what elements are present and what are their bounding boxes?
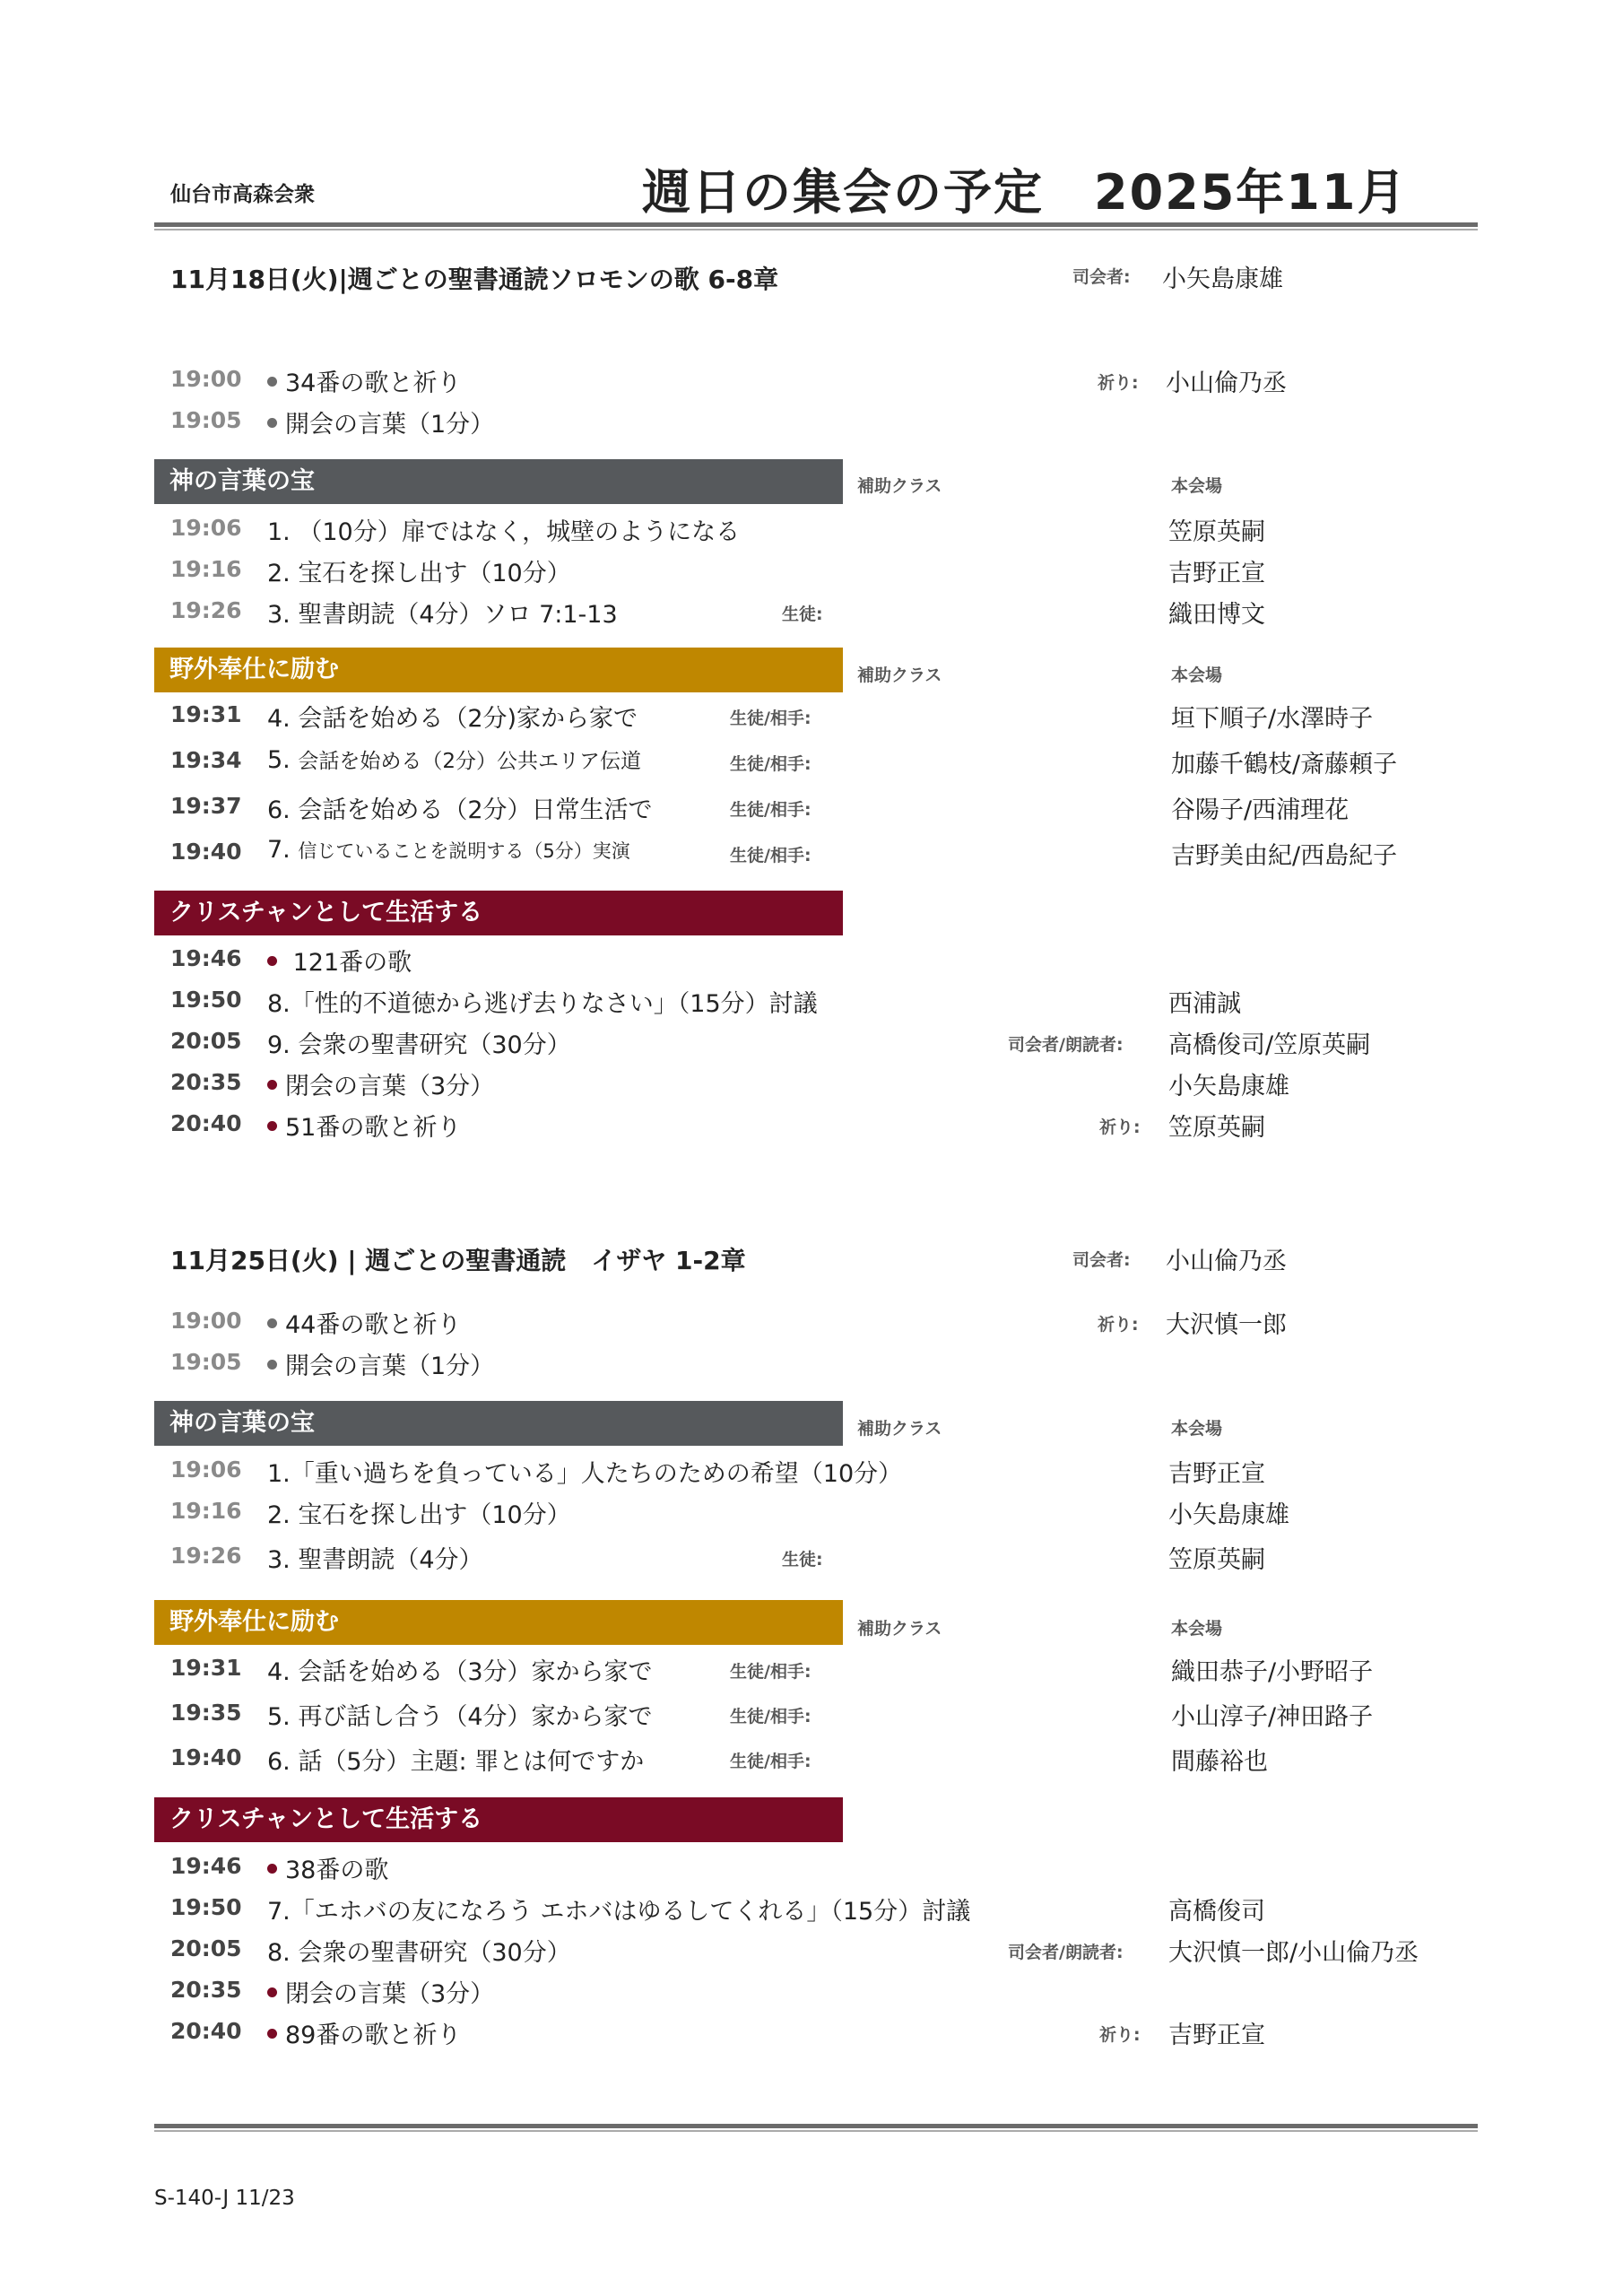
time: 20:40	[170, 1110, 242, 1136]
assignee: 吉野正宣	[1168, 1460, 1265, 1488]
time: 19:05	[170, 407, 242, 433]
section-header-treasures: 神の言葉の宝	[154, 1401, 843, 1446]
section-header-ministry: 野外奉仕に励む	[154, 648, 843, 692]
assignee: 大沢慎一郎	[1166, 1311, 1287, 1339]
program-item: 121番の歌	[267, 943, 412, 978]
aux-class-label: 補助クラス	[857, 665, 942, 685]
header-rule-thin	[154, 229, 1478, 230]
page-title: 週日の集会の予定 2025年11月	[642, 164, 1408, 221]
assignee: 吉野正宣	[1168, 2022, 1265, 2049]
time: 20:05	[170, 1935, 242, 1961]
program-item: 7.「エホバの友になろう エホバはゆるしてくれる」（15分）討議	[267, 1898, 971, 1926]
program-item: 閉会の言葉（3分）	[267, 1066, 494, 1101]
prayer-label: 祈り:	[1098, 1315, 1139, 1335]
program-item: 51番の歌と祈り	[267, 1108, 461, 1143]
assignee: 吉野正宣	[1168, 560, 1265, 587]
program-item: 38番の歌	[267, 1850, 388, 1885]
congregation-name: 仙台市高森会衆	[170, 183, 315, 206]
section-header-treasures: 神の言葉の宝	[154, 459, 843, 504]
time: 19:31	[170, 1655, 242, 1681]
assignee: 高橋俊司	[1168, 1898, 1265, 1926]
time: 19:40	[170, 839, 242, 865]
time: 19:50	[170, 987, 242, 1013]
section-header-living: クリスチャンとして生活する	[154, 891, 843, 935]
form-code: S-140-J 11/23	[154, 2187, 295, 2210]
prayer-label: 祈り:	[1099, 2025, 1141, 2045]
time: 19:50	[170, 1894, 242, 1920]
section-header-living: クリスチャンとして生活する	[154, 1797, 843, 1842]
program-item: 6. 会話を始める（2分）日常生活で	[267, 796, 653, 824]
program-item: 3. 聖書朗読（4分）	[267, 1546, 483, 1574]
time: 19:46	[170, 1853, 242, 1879]
bullet-icon	[267, 2029, 277, 2039]
assignee: 笠原英嗣	[1168, 1114, 1265, 1142]
time: 19:06	[170, 1457, 242, 1483]
student-label: 生徒:	[782, 604, 823, 624]
bullet-icon	[267, 1318, 277, 1328]
assignee: 織田博文	[1168, 601, 1265, 629]
aux-class-label: 補助クラス	[857, 476, 942, 496]
program-item: 6. 話（5分）主題: 罪とは何ですか	[267, 1748, 645, 1776]
aux-class-label: 補助クラス	[857, 1419, 942, 1439]
bullet-icon	[267, 1987, 277, 1997]
conductor-reader-label: 司会者/朗読者:	[1008, 1035, 1124, 1055]
bullet-icon	[267, 418, 277, 428]
main-hall-label: 本会場	[1171, 665, 1223, 685]
assignee: 小山倫乃丞	[1166, 370, 1287, 397]
bullet-icon	[267, 1080, 277, 1090]
prayer-label: 祈り:	[1098, 373, 1139, 393]
time: 19:35	[170, 1700, 242, 1726]
aux-class-label: 補助クラス	[857, 1619, 942, 1639]
time: 19:37	[170, 793, 242, 819]
chairman-name: 小山倫乃丞	[1166, 1248, 1287, 1275]
program-item: 8. 会衆の聖書研究（30分）	[267, 1939, 571, 1967]
assignee: 小矢島康雄	[1168, 1073, 1289, 1100]
program-item: 2. 宝石を探し出す（10分）	[267, 560, 571, 587]
program-item: 3. 聖書朗読（4分）ソロ 7:1-13	[267, 601, 618, 629]
assignee: 西浦誠	[1168, 990, 1241, 1018]
program-item: 5. 再び話し合う（4分）家から家で	[267, 1703, 653, 1731]
chairman-name: 小矢島康雄	[1162, 265, 1283, 293]
section-header-ministry: 野外奉仕に励む	[154, 1600, 843, 1645]
student-assistant-label: 生徒/相手:	[730, 1707, 812, 1726]
assignee: 織田恭子/小野昭子	[1171, 1658, 1374, 1686]
assignee: 小山淳子/神田路子	[1171, 1703, 1374, 1731]
chairman-label: 司会者:	[1072, 267, 1131, 287]
student-assistant-label: 生徒/相手:	[730, 1662, 812, 1682]
student-assistant-label: 生徒/相手:	[730, 709, 812, 728]
time: 19:26	[170, 1543, 242, 1569]
bullet-icon	[267, 956, 277, 966]
assignee: 間藤裕也	[1171, 1748, 1268, 1776]
assignee: 高橋俊司/笠原英嗣	[1168, 1031, 1371, 1059]
program-item: 開会の言葉（1分）	[267, 1346, 494, 1381]
header-rule	[154, 222, 1478, 227]
bullet-icon	[267, 1864, 277, 1874]
time: 19:00	[170, 1308, 242, 1334]
program-item: 1. （10分）扉ではなく，城壁のようになる	[267, 518, 741, 546]
assignee: 笠原英嗣	[1168, 518, 1265, 546]
time: 19:00	[170, 366, 242, 392]
assignee: 加藤千鶴枝/斎藤頼子	[1171, 751, 1398, 778]
program-item: 4. 会話を始める（3分）家から家で	[267, 1658, 653, 1686]
program-item: 4. 会話を始める（2分)家から家で	[267, 705, 638, 733]
footer-rule-thin	[154, 2130, 1478, 2132]
conductor-reader-label: 司会者/朗読者:	[1008, 1943, 1124, 1962]
main-hall-label: 本会場	[1171, 476, 1223, 496]
time: 20:35	[170, 1977, 242, 2003]
assignee: 吉野美由紀/西島紀子	[1171, 842, 1398, 870]
time: 20:40	[170, 2018, 242, 2044]
program-item: 34番の歌と祈り	[267, 363, 461, 398]
prayer-label: 祈り:	[1099, 1118, 1141, 1137]
bullet-icon	[267, 1360, 277, 1370]
assignee: 谷陽子/西浦理花	[1171, 796, 1350, 824]
program-item: 1.「重い過ちを負っている」人たちのための希望（10分）	[267, 1460, 903, 1488]
program-item: 2. 宝石を探し出す（10分）	[267, 1501, 571, 1529]
main-hall-label: 本会場	[1171, 1419, 1223, 1439]
time: 19:05	[170, 1349, 242, 1375]
time: 19:46	[170, 945, 242, 971]
time: 19:16	[170, 556, 242, 582]
student-assistant-label: 生徒/相手:	[730, 1752, 812, 1771]
bullet-icon	[267, 377, 277, 387]
assignee: 大沢慎一郎/小山倫乃丞	[1168, 1939, 1419, 1967]
main-hall-label: 本会場	[1171, 1619, 1223, 1639]
student-assistant-label: 生徒/相手:	[730, 800, 812, 820]
time: 19:26	[170, 597, 242, 623]
program-item: 5. 会話を始める（2分）公共エリア伝道	[267, 746, 641, 774]
time: 19:06	[170, 515, 242, 541]
assignee: 小矢島康雄	[1168, 1501, 1289, 1529]
meeting-title: 11月25日(火) | 週ごとの聖書通読 イザヤ 1-2章	[170, 1246, 746, 1275]
bullet-icon	[267, 1121, 277, 1131]
time: 20:05	[170, 1028, 242, 1054]
program-item: 開会の言葉（1分）	[267, 404, 494, 439]
time: 19:31	[170, 701, 242, 727]
student-assistant-label: 生徒/相手:	[730, 754, 812, 774]
program-item: 44番の歌と祈り	[267, 1305, 461, 1340]
time: 20:35	[170, 1069, 242, 1095]
program-item: 89番の歌と祈り	[267, 2015, 461, 2050]
program-item: 7. 信じていることを説明する（5分）実演	[267, 836, 630, 864]
chairman-label: 司会者:	[1072, 1250, 1131, 1270]
program-item: 閉会の言葉（3分）	[267, 1974, 494, 2009]
time: 19:16	[170, 1498, 242, 1524]
assignee: 垣下順子/水澤時子	[1171, 705, 1374, 733]
program-item: 8.「性的不道徳から逃げ去りなさい」（15分）討議	[267, 990, 818, 1018]
assignee: 笠原英嗣	[1168, 1546, 1265, 1574]
footer-rule	[154, 2124, 1478, 2128]
student-label: 生徒:	[782, 1550, 823, 1570]
meeting-title: 11月18日(火)|週ごとの聖書通読ソロモンの歌 6-8章	[170, 265, 779, 294]
program-item: 9. 会衆の聖書研究（30分）	[267, 1031, 571, 1059]
time: 19:34	[170, 747, 242, 773]
time: 19:40	[170, 1744, 242, 1770]
student-assistant-label: 生徒/相手:	[730, 846, 812, 865]
